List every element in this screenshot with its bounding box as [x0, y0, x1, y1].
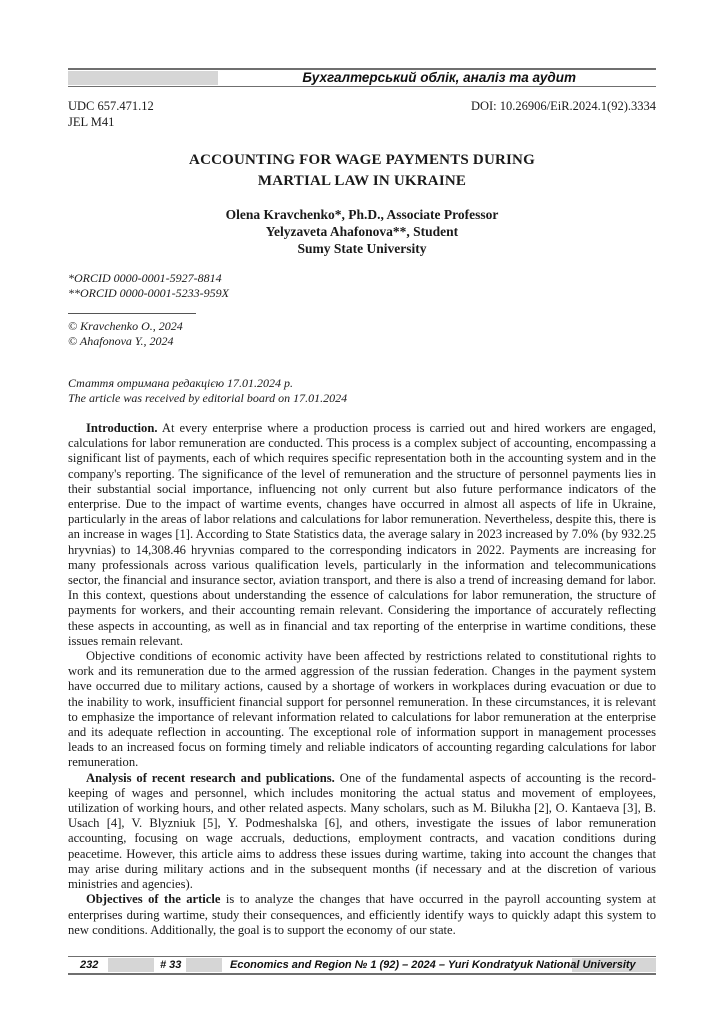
analysis-heading: Analysis of recent research and publications.: [86, 770, 335, 785]
introduction-paragraph: [68, 421, 656, 649]
analysis-text: One of the fundamental aspects of accounting is the record-keeping of wages and personnel, which includes monitoring the actual status and movement of employees, utilization of working hours, and other related aspects. Many scholars, such as M. Bilukha [2], O. Kantaeva [3], B. Usach [4], V. Blyzniuk [5], Y. Podmeshalska [6], and others, investigate the issues of labor remuneration accounting, focusing on wage accruals, deductions, employment contracts, and vacation conditions during peacetime. However, this article aims to address these issues during wartime, taking into account the changes that may arise during military actions and in the subsequent months (if necessary and at the discretion of various ministries and agencies).: [68, 770, 656, 892]
article-title-line-2: MARTIAL LAW IN UKRAINE: [257, 173, 467, 189]
running-footer: [68, 958, 656, 972]
page-number: 232: [80, 959, 99, 971]
received-note-en: The article was received by editorial board on 17.01.2024: [68, 391, 348, 405]
header-rule-bottom: [68, 86, 656, 87]
received-note-uk: Стаття отримана редакцією 17.01.2024 р.: [68, 376, 294, 390]
copyright-2: © Ahafonova Y., 2024: [68, 334, 174, 348]
running-header: [68, 71, 656, 85]
footer-shade-2: [186, 958, 222, 972]
doi: DOI: 10.26906/EiR.2024.1(92).3334: [470, 99, 656, 113]
orcid-2: **ORCID 0000-0001-5233-959X: [68, 286, 229, 300]
introduction-text: At every enterprise where a production process is carried out and hired workers are engaged, calculations for labor remuneration are conducted. This process is a complex subject of accounting, encompassing a significant list of payments, each of which requires specific representation both in the accounting system and in the company's reporting. The significance of the level of remuneration and the structure of personnel payments lies in their substantial social importance, influencing not only current but also future performance indicators of the enterprise. Due to the impact of wartime events, changes have occurred in almost all aspects of life in Ukraine, particularly in the areas of labor relations and calculations for labor remuneration. Nevertheless, despite this, there is an increase in wages [1]. According to State Statistics data, the average salary in 2023 increased by 7.0% (by 932.25 hryvnias) to 14,308.46 hryvnias compared to the corresponding indicators in 2022. Payments are increasing for many professionals across various qualification levels, particularly in the information and telecommunications sector, the financial and insurance sector, aviation transport, and there is also a trend of increasing demand for labor. In this context, questions about understanding the essence of calculations for labor remuneration, the structure of payments for workers, and their accounting remain relevant. Considering the importance of accurately reflecting these aspects in accounting, as well as in financial and tax reporting of the enterprise in wartime conditions, these issues remain relevant.: [68, 421, 656, 648]
paragraph-2: Objective conditions of economic activity have been affected by restrictions related to constitutional rights to work and its remuneration due to the armed aggression of the russian federation. Changes in the payment system have occurred due to military actions, caused by a shortage of workers in workplaces during evacuation or due to the inability to work, insufficient financial support for personnel remuneration. In these circumstances, it is relevant to emphasize the importance of relevant information related to calculations for labor remuneration at the enterprise and its adequate reflection in accounting. The exceptional role of information support in management processes leads to an increased focus on forming timely and reliable indicators of accounting regarding calculations for labor remuneration.: [68, 649, 656, 770]
jel-code: JEL M41: [68, 115, 115, 129]
journal-footer-title: Economics and Region № 1 (92) – 2024 – Yuri Kondratyuk National University: [230, 959, 636, 971]
orcid-block: [68, 271, 229, 301]
separator-line: [68, 313, 196, 314]
received-note: [68, 376, 347, 406]
article-title-line-1: ACCOUNTING FOR WAGE PAYMENTS DURING: [189, 152, 535, 168]
issue-number: # 33: [160, 959, 182, 971]
udc-code: UDC 657.471.12: [68, 99, 154, 113]
introduction-heading: Introduction.: [86, 421, 158, 435]
affiliation: Sumy State University: [297, 241, 427, 256]
copyright-block: [68, 319, 183, 349]
author-1: Olena Kravchenko*, Ph.D., Associate Professor: [225, 207, 499, 222]
article-title: [68, 150, 656, 192]
footer-shade-1: [108, 958, 154, 972]
objectives-paragraph: [68, 892, 656, 938]
article-body: [68, 421, 656, 938]
footer-rule-bottom: [68, 973, 656, 975]
objectives-heading: Objectives of the article: [86, 892, 221, 907]
author-block: [68, 206, 656, 257]
analysis-paragraph: [68, 771, 656, 893]
classification-codes: [68, 98, 154, 130]
orcid-1: *ORCID 0000-0001-5927-8814: [68, 271, 222, 285]
copyright-1: © Kravchenko O., 2024: [68, 319, 183, 333]
objectives-text: is to analyze the changes that have occurred in the payroll accounting system at enterprises during wartime, study their consequences, and efficiently identify ways to quickly adapt this system to new conditions. Additionally, the goal is to support the economy of our state.: [68, 892, 656, 937]
journal-section-title: Бухгалтерський облік, аналіз та аудит: [302, 70, 576, 85]
header-shade-block: [68, 71, 218, 85]
footer-rule-top: [68, 956, 656, 957]
author-2: Yelyzaveta Ahafonova**, Student: [265, 224, 459, 239]
